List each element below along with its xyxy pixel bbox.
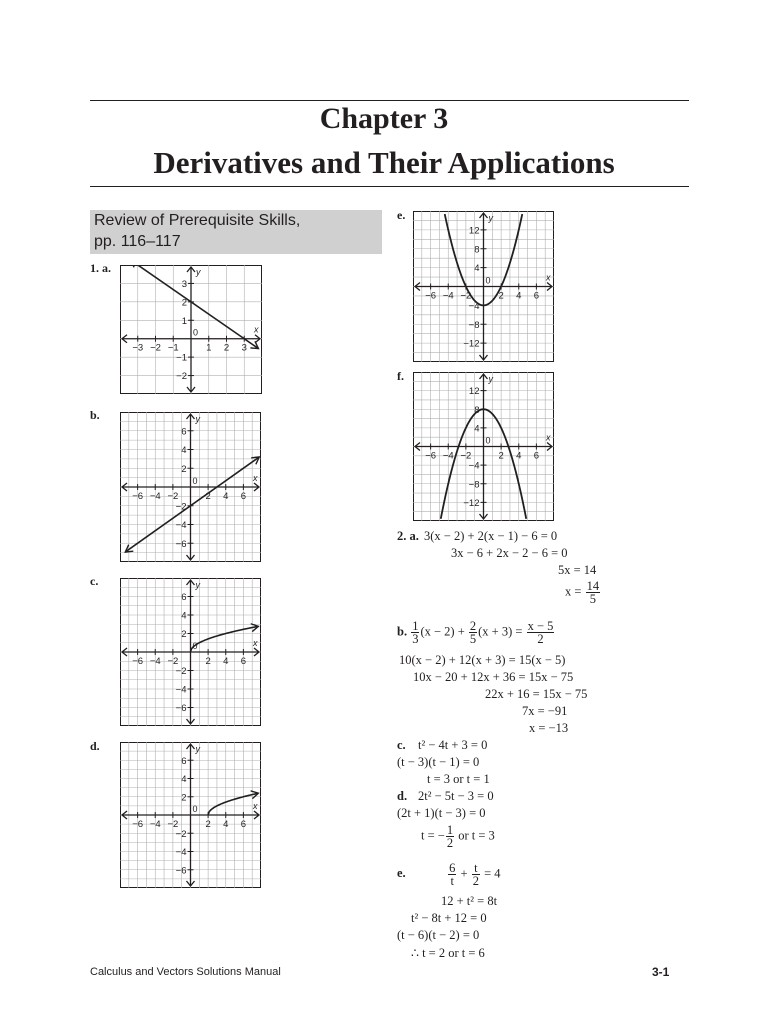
section-heading-box	[90, 210, 382, 254]
eq-2b-line2: 10(x − 2) + 12(x + 3) = 15(x − 5)	[399, 653, 566, 667]
eq-2a-line1: 3(x − 2) + 2(x − 1) − 6 = 0	[424, 529, 558, 543]
page-number: 3-1	[652, 965, 670, 979]
x-tick-label: −6	[132, 819, 144, 830]
y-tick-label: −1	[176, 352, 187, 364]
numerator: 1	[412, 619, 419, 633]
y-tick-label: −2	[175, 666, 187, 677]
x-axis-name: x	[253, 801, 258, 811]
graph-d	[120, 742, 261, 888]
x-tick-label: 2	[205, 491, 211, 502]
y-tick-label: 12	[468, 386, 480, 398]
x-tick-label: −6	[132, 656, 144, 667]
eq-2c-label: c.	[397, 738, 406, 752]
eq-2e-label: e.	[397, 866, 406, 881]
y-tick-label: −12	[463, 497, 480, 509]
x-axis-name: x	[546, 432, 551, 443]
y-tick-label: 2	[181, 297, 187, 309]
numerator: 14	[586, 579, 600, 593]
fraction	[472, 862, 480, 887]
x-tick-label: 4	[223, 656, 229, 667]
y-tick-label: 2	[181, 463, 187, 475]
y-tick-label: −4	[468, 300, 480, 312]
x-tick-label: −6	[132, 491, 144, 502]
chapter-label: Chapter 3	[319, 102, 449, 135]
y-axis-name: y	[195, 744, 200, 754]
y-tick-label: −8	[468, 319, 480, 331]
y-tick-label: 8	[474, 404, 480, 416]
fraction	[469, 620, 477, 645]
eq-2a-line3: 5x = 14	[558, 563, 597, 577]
graph-label-1c: c.	[90, 574, 99, 588]
y-tick-label: 4	[181, 445, 187, 456]
fraction	[527, 620, 555, 645]
origin-label: 0	[485, 275, 491, 286]
x-tick-label: 2	[498, 450, 504, 462]
y-axis-name: y	[488, 374, 493, 384]
title-rule	[90, 186, 689, 187]
eq-2b-line4: 22x + 16 = 15x − 75	[485, 687, 588, 701]
eq-2a-line2: 3x − 6 + 2x − 2 − 6 = 0	[451, 546, 568, 560]
x-tick-label: 2	[205, 819, 211, 830]
eq-2c-line3: t = 3 or t = 1	[427, 772, 490, 786]
x-tick-label: −2	[167, 491, 179, 502]
graph-label-1e: e.	[397, 208, 406, 222]
y-tick-label: 8	[474, 244, 480, 256]
eq-2a-line4-lhs: x =	[565, 584, 582, 599]
denominator: t	[450, 874, 454, 888]
y-tick-label: −4	[175, 684, 187, 696]
x-tick-label: 4	[516, 290, 522, 302]
x-tick-label: 4	[223, 491, 229, 502]
y-tick-label: −4	[175, 847, 187, 858]
eq-2d-line3-rhs: or t = 3	[458, 828, 495, 843]
x-tick-label: −4	[149, 656, 161, 667]
x-tick-label: −1	[167, 342, 179, 354]
y-axis-name: y	[195, 414, 200, 424]
eq-2b-part2: (x + 3) =	[478, 624, 523, 639]
numerator: t	[472, 862, 480, 875]
x-tick-label: 4	[223, 819, 229, 830]
graph-label-1b: b.	[90, 408, 100, 422]
x-tick-label: 2	[205, 656, 211, 667]
x-tick-label: 6	[240, 491, 247, 502]
x-tick-label: 4	[516, 450, 522, 462]
x-tick-label: 2	[498, 290, 504, 302]
eq-2e-plus: +	[460, 866, 468, 881]
x-tick-label: 6	[240, 656, 247, 667]
x-tick-label: −3	[132, 342, 144, 354]
x-tick-label: −6	[425, 450, 437, 462]
y-tick-label: 3	[181, 278, 187, 290]
y-axis-name: y	[488, 213, 493, 223]
fraction	[411, 620, 419, 645]
x-tick-label: −2	[167, 656, 179, 667]
x-tick-label: −2	[150, 342, 161, 354]
chapter-title: Derivatives and Their Applications	[153, 145, 615, 180]
section-heading-line1: Review of Prerequisite Skills,	[94, 212, 301, 229]
x-tick-label: 6	[533, 450, 540, 462]
eq-2d-line3-lhs: t = −	[421, 828, 445, 843]
graph-label-1a: 1. a.	[90, 261, 111, 275]
numerator: 6	[449, 861, 456, 875]
x-axis-name: x	[546, 272, 551, 283]
y-tick-label: −2	[176, 371, 187, 383]
graph-e	[413, 211, 554, 362]
x-tick-label: 3	[241, 342, 247, 354]
y-tick-label: 2	[181, 792, 187, 804]
eq-2d-line2: (2t + 1)(t − 3) = 0	[397, 806, 486, 820]
x-tick-label: −2	[460, 450, 472, 462]
eq-2e-line2: 12 + t² = 8t	[441, 894, 498, 908]
x-tick-label: −6	[425, 290, 437, 302]
y-tick-label: −2	[175, 828, 187, 840]
numerator: 1	[446, 823, 454, 837]
graph-f	[413, 372, 554, 521]
y-tick-label: 12	[468, 225, 480, 237]
graph-a	[120, 265, 262, 394]
y-tick-label: 4	[181, 610, 187, 622]
x-tick-label: −4	[442, 290, 454, 302]
y-tick-label: −6	[175, 865, 187, 877]
x-tick-label: 6	[533, 290, 540, 302]
fraction	[586, 580, 601, 605]
eq-2b-label: b.	[397, 624, 408, 639]
eq-2c-line2: (t − 3)(t − 1) = 0	[397, 755, 480, 769]
eq-2b-line5: 7x = −91	[522, 704, 568, 718]
eq-2e-line3: t² − 8t + 12 = 0	[411, 911, 487, 925]
eq-2a-label: 2. a.	[397, 529, 419, 543]
y-axis-name: y	[196, 267, 201, 277]
y-tick-label: 6	[181, 592, 187, 603]
graph-label-1f: f.	[397, 369, 404, 383]
y-tick-label: 2	[181, 629, 187, 640]
footer-book-title: Calculus and Vectors Solutions Manual	[90, 966, 281, 978]
y-tick-label: 1	[181, 315, 187, 327]
numerator: x − 5	[527, 619, 554, 633]
y-tick-label: 6	[181, 426, 187, 438]
x-axis-name: x	[254, 324, 259, 335]
y-tick-label: 4	[181, 774, 187, 785]
y-tick-label: −4	[468, 460, 480, 472]
eq-2e-line4: (t − 6)(t − 2) = 0	[397, 928, 480, 942]
graph-label-1d: d.	[90, 739, 100, 753]
eq-2d-label: d.	[397, 789, 408, 803]
section-heading-line2: pp. 116–117	[94, 233, 181, 250]
graph-c	[120, 578, 261, 726]
y-tick-label: 4	[474, 423, 480, 435]
denominator: 5	[589, 592, 596, 606]
fraction	[448, 862, 456, 887]
x-tick-label: 2	[223, 342, 230, 354]
x-axis-name: x	[253, 638, 258, 648]
x-tick-label: −2	[167, 819, 179, 830]
origin-label: 0	[193, 327, 199, 338]
eq-2b-line1	[397, 620, 555, 645]
x-tick-label: −4	[149, 491, 161, 502]
x-tick-label: −4	[442, 450, 454, 462]
eq-2a-line4	[565, 580, 601, 605]
x-tick-label: 1	[206, 342, 212, 354]
eq-2d-line3	[421, 824, 495, 849]
denominator: 2	[446, 836, 454, 850]
x-tick-label: −4	[149, 819, 161, 830]
denominator: 2	[537, 632, 544, 646]
eq-2d-line1: 2t² − 5t − 3 = 0	[418, 789, 494, 803]
y-tick-label: −4	[175, 520, 187, 531]
denominator: 2	[472, 874, 479, 888]
top-rule	[90, 100, 689, 101]
denominator: 5	[469, 632, 477, 646]
y-tick-label: −8	[468, 479, 480, 491]
y-tick-label: −6	[175, 538, 187, 550]
y-tick-label: −12	[463, 338, 480, 350]
numerator: 2	[469, 619, 477, 633]
y-tick-label: −2	[175, 501, 187, 513]
eq-2b-part1: (x − 2) +	[420, 624, 465, 639]
eq-2b-line3: 10x − 20 + 12x + 36 = 15x − 75	[413, 670, 574, 684]
graph-b	[120, 412, 261, 562]
y-tick-label: 6	[181, 755, 187, 767]
y-tick-label: −6	[175, 703, 187, 714]
eq-2e-rhs: = 4	[484, 866, 501, 881]
eq-2e-line1	[397, 862, 501, 887]
eq-2c-line1: t² − 4t + 3 = 0	[418, 738, 488, 752]
origin-label: 0	[192, 476, 198, 486]
x-tick-label: −2	[460, 290, 472, 302]
y-axis-name: y	[195, 580, 200, 590]
denominator: 3	[412, 632, 419, 646]
fraction	[446, 824, 454, 849]
origin-label: 0	[192, 641, 198, 651]
x-axis-name: x	[253, 473, 258, 483]
origin-label: 0	[485, 435, 491, 446]
eq-2b-line6: x = −13	[529, 721, 569, 735]
origin-label: 0	[192, 804, 198, 814]
eq-2e-line5: ∴ t = 2 or t = 6	[411, 946, 485, 960]
y-tick-label: 4	[474, 263, 480, 275]
x-tick-label: 6	[240, 819, 247, 830]
